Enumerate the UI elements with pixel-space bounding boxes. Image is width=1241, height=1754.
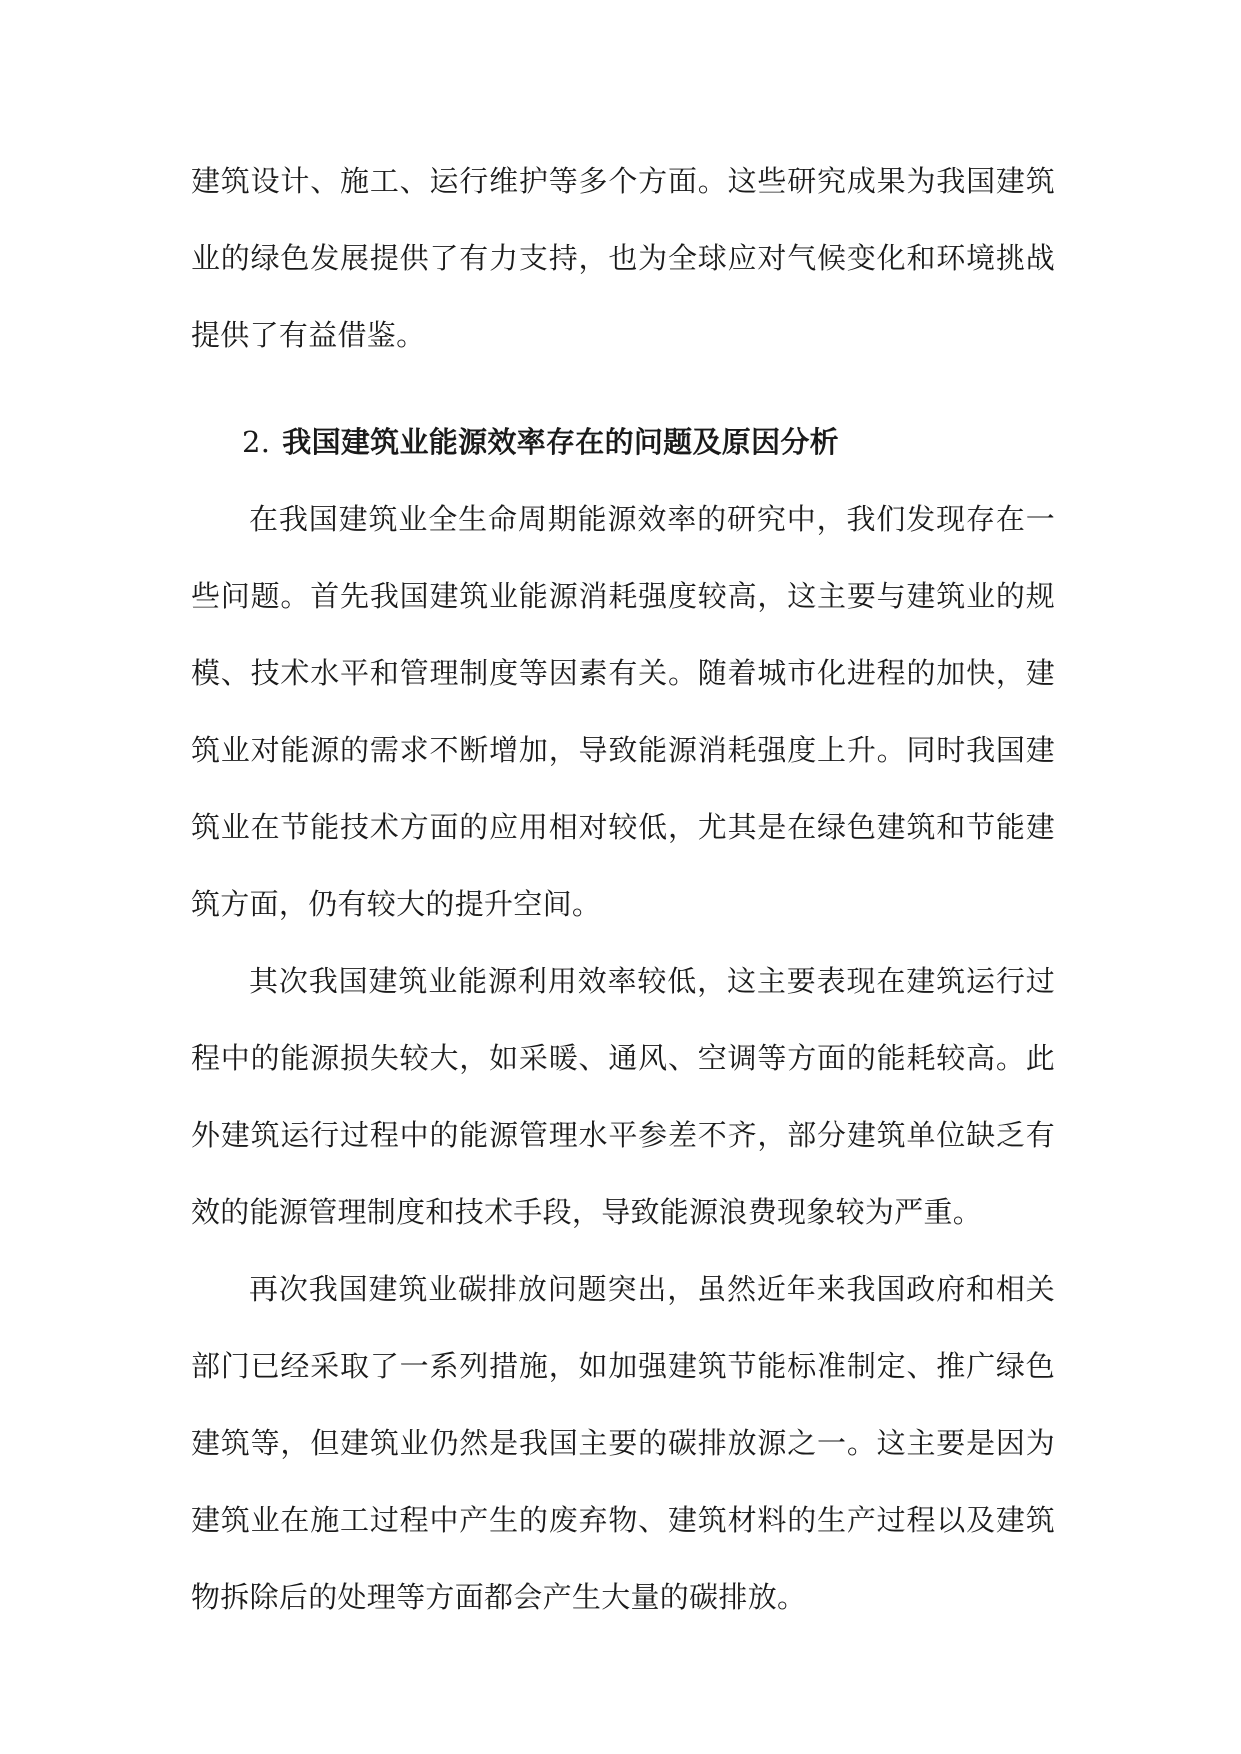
continuation-paragraph: 建筑设计、施工、运行维护等多个方面。这些研究成果为我国建筑业的绿色发展提供了有力支持，也为全球应对气候变化和环境挑战提供了有益借鉴。 <box>191 164 1055 352</box>
document-body <box>191 143 1055 1636</box>
section-number: 2. <box>242 425 271 459</box>
body-paragraph: 再次我国建筑业碳排放问题突出，虽然近年来我国政府和相关部门已经采取了一系列措施，如加强建筑节能标准制定、推广绿色建筑等，但建筑业仍然是我国主要的碳排放源之一。这主要是因为建筑业在施工过程中产生的废弃物、建筑材料的生产过程以及建筑物拆除后的处理等方面都会产生大量的碳排放。 <box>191 1272 1055 1614</box>
body-paragraph: 其次我国建筑业能源利用效率较低，这主要表现在建筑运行过程中的能源损失较大，如采暖、通风、空调等方面的能耗较高。此外建筑运行过程中的能源管理水平参差不齐，部分建筑单位缺乏有效的能源管理制度和技术手段，导致能源浪费现象较为严重。 <box>191 964 1055 1229</box>
body-paragraph: 在我国建筑业全生命周期能源效率的研究中，我们发现存在一些问题。首先我国建筑业能源消耗强度较高，这主要与建筑业的规模、技术水平和管理制度等因素有关。随着城市化进程的加快，建筑业对能源的需求不断增加，导致能源消耗强度上升。同时我国建筑业在节能技术方面的应用相对较低，尤其是在绿色建筑和节能建筑方面，仍有较大的提升空间。 <box>191 502 1055 921</box>
section-title: 我国建筑业能源效率存在的问题及原因分析 <box>282 425 839 459</box>
section-heading <box>191 404 1055 481</box>
